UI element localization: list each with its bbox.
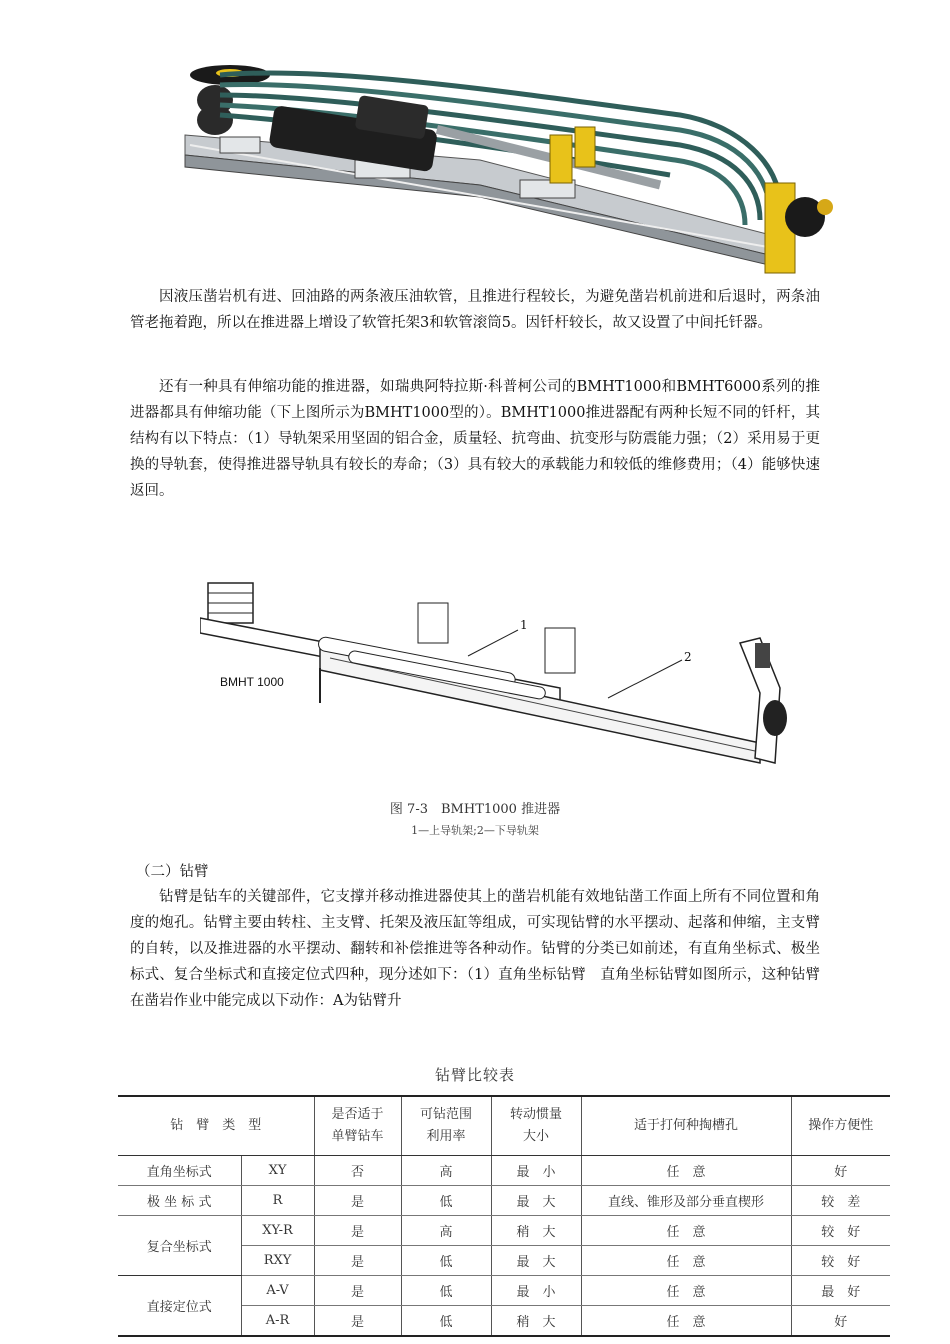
- table-row: 直角坐标式 XY 否 高 最 小 任 意 好: [118, 1156, 890, 1186]
- header-operation: 操作方便性: [791, 1096, 890, 1156]
- table-title: 钻臂比较表: [434, 1066, 515, 1084]
- group-name: 极 坐 标 式: [118, 1186, 241, 1216]
- type-code: RXY: [241, 1246, 314, 1276]
- header-utilization: 可钻范围 利用率: [401, 1096, 491, 1156]
- table-row: A-R 是 低 稍 大 任 意 好: [118, 1306, 890, 1337]
- callout-1: 1: [520, 618, 528, 632]
- type-code: A-R: [241, 1306, 314, 1337]
- type-code: XY: [241, 1156, 314, 1186]
- boom-comparison-table: [118, 1095, 890, 1337]
- type-code: R: [241, 1186, 314, 1216]
- table-row: RXY 是 低 最 大 任 意 较 好: [118, 1246, 890, 1276]
- paragraph-drill-boom: 钻臂是钻车的关键部件，它支撑并移动推进器使其上的凿岩机能有效地钻凿工作面上所有不同位置和角度的炮孔。钻臂主要由转柱、主支臂、托架及液压缸等组成，可实现钻臂的水平摆动、起落和伸缩，主支臂的自转，以及推进器的水平摆动、翻转和补偿推进等各种动作。钻臂的分类已如前述，有直角坐标式、极坐标式、复合坐标式和直接定位式四种，现分述如下：（1）直角坐标钻臂 直角坐标钻臂如图所示，这种钻臂在凿岩作业中能完成以下动作：A为钻臂升: [130, 889, 820, 1009]
- group-name: 复合坐标式: [118, 1216, 241, 1276]
- header-single-arm: 是否适于 单臂钻车: [314, 1096, 401, 1156]
- table-row: 复合坐标式 XY-R 是 高 稍 大 任 意 较 好: [118, 1216, 890, 1246]
- header-inertia: 转动惯量 大小: [491, 1096, 581, 1156]
- figure-caption: 图 7-3 BMHT1000 推进器: [389, 802, 561, 817]
- figure-subcaption: 1—上导轨架;2—下导轨架: [411, 824, 539, 837]
- group-name: 直角坐标式: [118, 1156, 241, 1186]
- paragraph-telescopic-feeder: 还有一种具有伸缩功能的推进器，如瑞典阿特拉斯·科普柯公司的BMHT1000和BMHT6000系列的推进器都具有伸缩功能（下上图所示为BMHT1000型的）。BMHT1000推进器配有两种长短不同的钎杆，其结构有以下特点：（1）导轨架采用坚固的铝合金，质量轻、抗弯曲、抗变形与防震能力强；（2）采用易于更换的导轨套，使得推进器导轨具有较长的寿命；（3）具有较大的承载能力和较低的维修费用；（4）能够快速返回。: [130, 379, 820, 499]
- callout-2: 2: [684, 650, 692, 664]
- header-cut-holes: 适于打何种掏槽孔: [581, 1096, 791, 1156]
- paragraph-hose-support: 因液压凿岩机有进、回油路的两条液压油软管，且推进行程较长，为避免凿岩机前进和后退时，两条油管老拖着跑，所以在推进器上增设了软管托架3和软管滚筒5。因钎杆较长，故又设置了中间托钎器。: [130, 289, 820, 331]
- type-code: A-V: [241, 1276, 314, 1306]
- header-boom-type: 钻 臂 类 型: [118, 1096, 314, 1156]
- section-heading: （二）钻臂: [136, 864, 209, 880]
- model-label: BMHT 1000: [220, 675, 284, 689]
- table-row: 极 坐 标 式 R 是 低 最 大 直线、锥形及部分垂直楔形 较 差: [118, 1186, 890, 1216]
- group-name: 直接定位式: [118, 1276, 241, 1337]
- table-header-row: [118, 1096, 890, 1156]
- table-row: 直接定位式 A-V 是 低 最 小 任 意 最 好: [118, 1276, 890, 1306]
- bmht1000-drawing: [200, 578, 800, 783]
- type-code: XY-R: [241, 1216, 314, 1246]
- feeder-illustration: [180, 55, 840, 280]
